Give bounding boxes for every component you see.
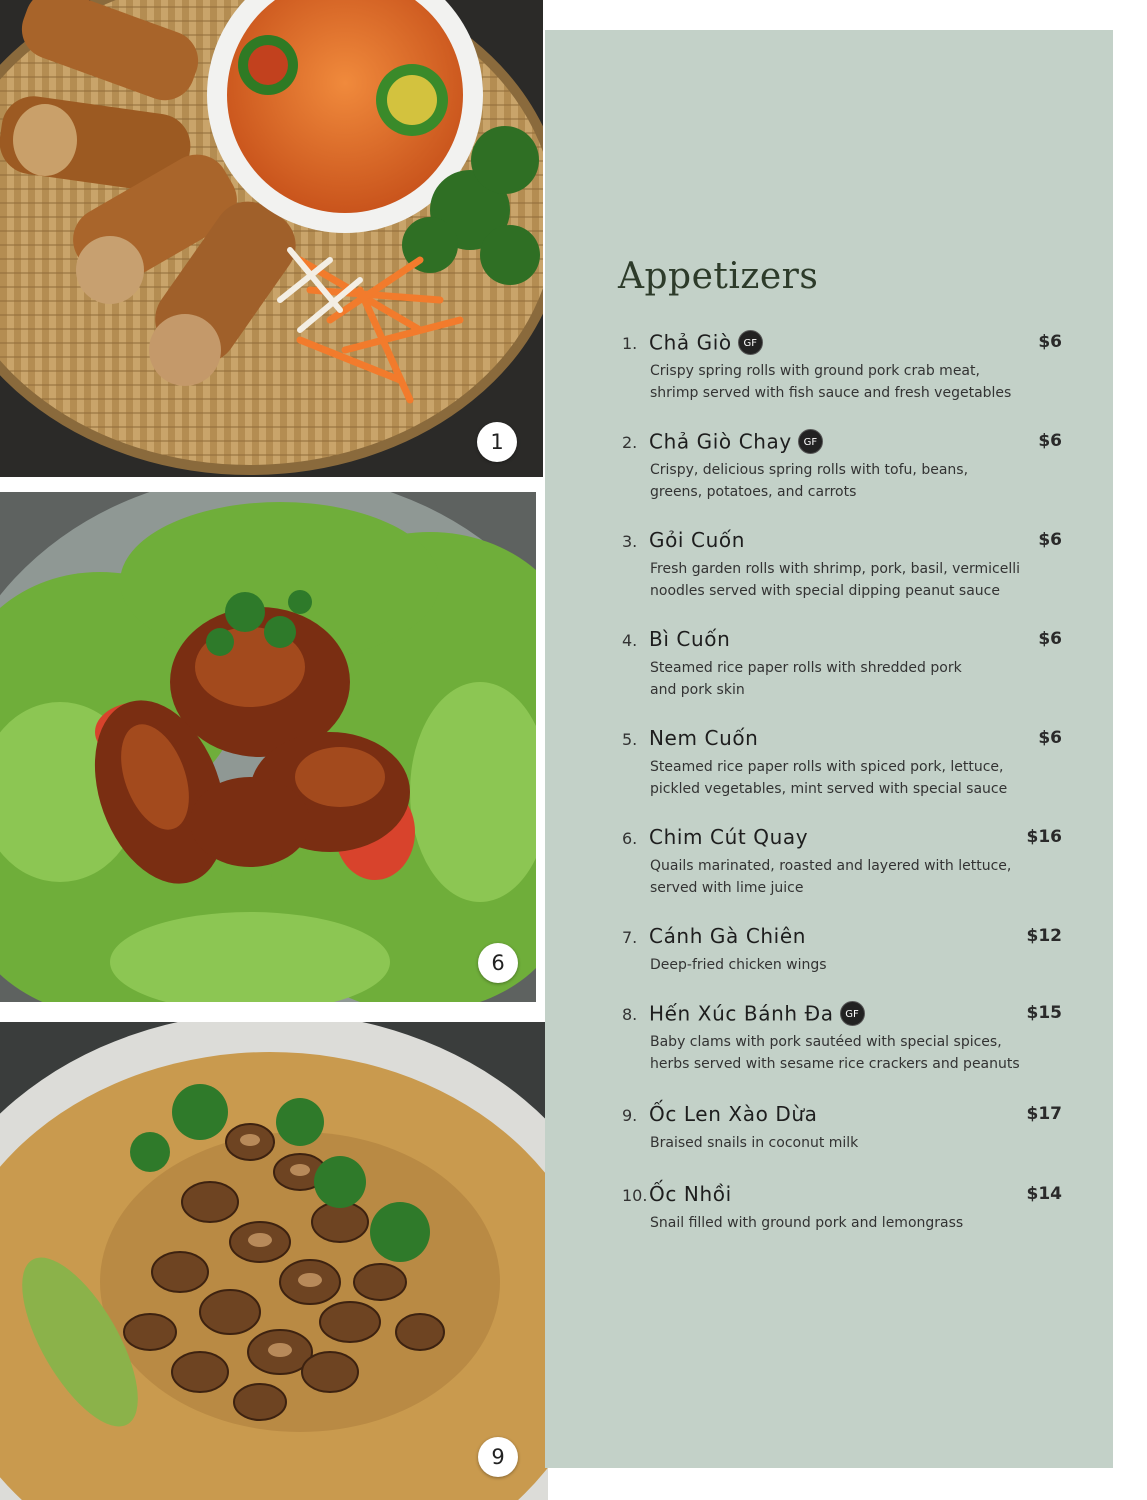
item-description xyxy=(650,1212,1020,1234)
item-name: Chả Giò xyxy=(649,330,732,355)
snails-coconut-illustration xyxy=(0,1022,548,1500)
photo-spring-rolls xyxy=(0,0,543,477)
item-number: 4. xyxy=(622,631,638,650)
item-description-line: Steamed rice paper rolls with shredded pork xyxy=(650,660,962,676)
item-description-line: Crispy spring rolls with ground pork crab meat, xyxy=(650,363,980,379)
item-name: Gỏi Cuốn xyxy=(649,528,746,552)
item-name: Cánh Gà Chiên xyxy=(649,924,807,948)
roasted-quail-illustration xyxy=(0,492,536,1002)
item-price: $6 xyxy=(1038,629,1062,649)
item-name-row xyxy=(649,825,808,849)
photo-number-badge: 9 xyxy=(478,1437,518,1477)
gluten-free-badge-icon: GF xyxy=(738,330,763,355)
item-name-row xyxy=(649,429,823,454)
item-price: $6 xyxy=(1038,332,1062,352)
gluten-free-badge-icon: GF xyxy=(798,429,823,454)
item-price: $14 xyxy=(1026,1184,1062,1204)
item-number: 3. xyxy=(622,532,638,551)
item-name: Chả Giò Chay xyxy=(649,429,792,454)
item-name-row xyxy=(649,726,758,750)
item-description xyxy=(650,360,1020,404)
item-price: $6 xyxy=(1038,728,1062,748)
item-description-line: Steamed rice paper rolls with spiced pork, lettuce, xyxy=(650,759,1004,775)
item-number: 2. xyxy=(622,433,638,452)
item-number: 5. xyxy=(622,730,638,749)
item-name: Ốc Nhồi xyxy=(649,1182,732,1206)
gluten-free-badge-icon: GF xyxy=(840,1001,865,1026)
item-description xyxy=(650,1031,1020,1075)
item-description xyxy=(650,954,1020,976)
photo-number-badge: 6 xyxy=(478,943,518,983)
item-description-line: herbs served with sesame rice crackers and peanuts xyxy=(650,1056,1020,1072)
item-description-line: Crispy, delicious spring rolls with tofu, beans, xyxy=(650,462,969,478)
item-price: $15 xyxy=(1026,1003,1062,1023)
menu-title: Appetizers xyxy=(618,256,819,297)
item-name-row xyxy=(649,1102,818,1126)
item-name-row xyxy=(649,924,806,948)
item-description-line: and pork skin xyxy=(650,682,745,698)
item-name: Bì Cuốn xyxy=(649,627,731,651)
photo-roasted-quail xyxy=(0,492,536,1002)
item-name: Chim Cút Quay xyxy=(649,825,809,849)
item-number: 9. xyxy=(622,1106,638,1125)
menu-panel xyxy=(545,30,1113,1468)
item-price: $16 xyxy=(1026,827,1062,847)
item-description-line: pickled vegetables, mint served with special sauce xyxy=(650,781,1008,797)
item-description-line: greens, potatoes, and carrots xyxy=(650,484,857,500)
item-description xyxy=(650,756,1020,800)
item-price: $12 xyxy=(1026,926,1062,946)
item-name: Nem Cuốn xyxy=(649,726,759,750)
item-name: Hến Xúc Bánh Đa xyxy=(649,1001,834,1026)
item-description-line: served with lime juice xyxy=(650,880,804,896)
item-number: 6. xyxy=(622,829,638,848)
item-price: $17 xyxy=(1026,1104,1062,1124)
item-number: 10. xyxy=(622,1186,648,1205)
photo-snails-coconut xyxy=(0,1022,548,1500)
item-number: 1. xyxy=(622,334,638,353)
item-description-line: Quails marinated, roasted and layered with lettuce, xyxy=(650,858,1012,874)
item-name-row xyxy=(649,1182,732,1206)
item-name-row xyxy=(649,528,745,552)
item-description-line: noodles served with special dipping peanut sauce xyxy=(650,583,1000,599)
item-description xyxy=(650,558,1020,602)
item-number: 7. xyxy=(622,928,638,947)
item-description xyxy=(650,855,1020,899)
item-description xyxy=(650,657,1020,701)
item-name-row xyxy=(649,627,730,651)
item-number: 8. xyxy=(622,1005,638,1024)
item-description-line: Fresh garden rolls with shrimp, pork, basil, vermicelli xyxy=(650,561,1021,577)
item-name-row xyxy=(649,330,763,355)
spring-rolls-illustration xyxy=(0,0,543,477)
item-price: $6 xyxy=(1038,431,1062,451)
item-description xyxy=(650,1132,1020,1154)
item-name: Ốc Len Xào Dừa xyxy=(649,1102,818,1126)
item-name-row xyxy=(649,1001,865,1026)
item-description-line: Braised snails in coconut milk xyxy=(650,1135,859,1151)
item-description xyxy=(650,459,1020,503)
item-description-line: Snail filled with ground pork and lemongrass xyxy=(650,1215,964,1231)
photo-number-badge: 1 xyxy=(477,422,517,462)
item-description-line: shrimp served with fish sauce and fresh vegetables xyxy=(650,385,1012,401)
item-price: $6 xyxy=(1038,530,1062,550)
item-description-line: Deep-fried chicken wings xyxy=(650,957,827,973)
item-description-line: Baby clams with pork sautéed with special spices, xyxy=(650,1034,1002,1050)
